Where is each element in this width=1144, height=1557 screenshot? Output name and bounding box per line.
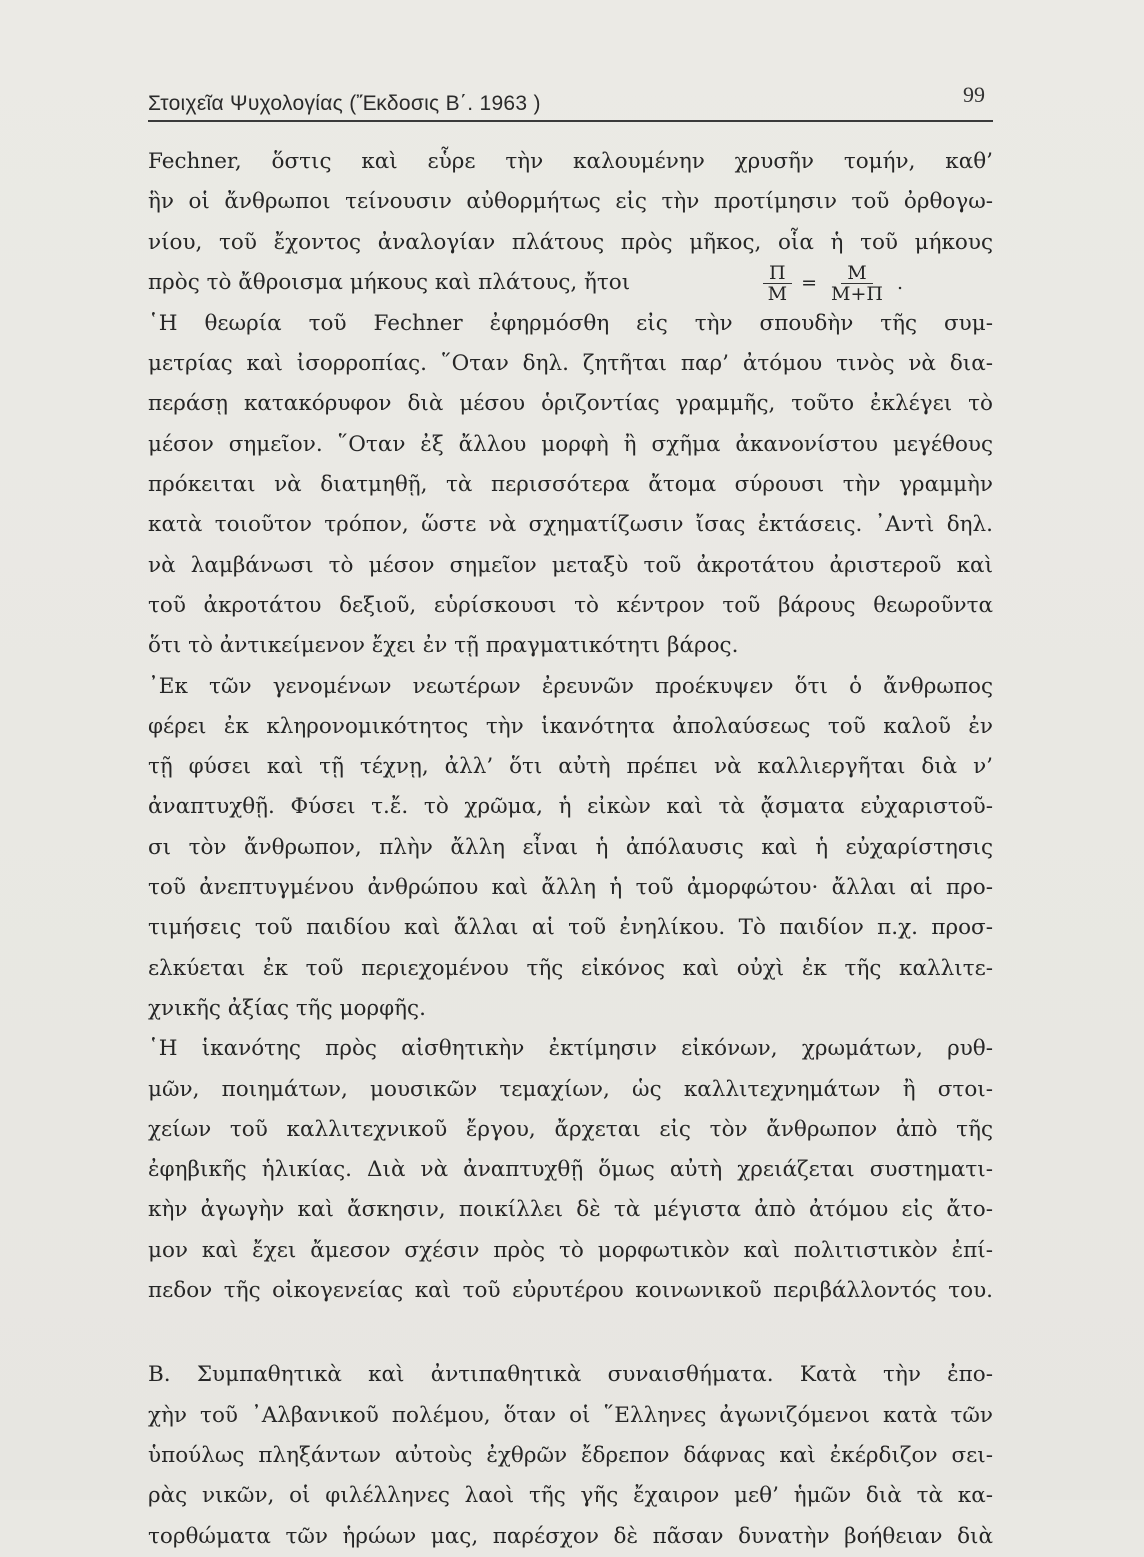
fraction-denominator: Μ [767,282,788,305]
text-line: τορθώματα τῶν ἡρώων μας, παρέσχον δὲ πᾶσαν δυνατὴν βοήθειαν διὰ [148,1523,993,1549]
running-head: Στοιχεῖα Ψυχολογίας (Ἔκδοσις Β΄. 1963 ) [148,92,541,115]
paragraph [148,1029,993,1311]
fraction-numerator: Μ [841,263,872,284]
text-line: Fechner, ὅστις καὶ εὗρε τὴν καλουμένην χρυσῆν τομήν, καθ’ [148,149,993,174]
text-line: τῇ φύσει καὶ τῇ τέχνῃ, ἀλλ’ ὅτι αὐτὴ πρέπει νὰ καλλιεργῆται διὰ ν’ [148,754,993,780]
text-line: κατὰ τοιοῦτον τρόπον, ὥστε νὰ σχηματίζωσιν ἴσας ἐκτάσεις. ᾿Αντὶ δηλ. [148,512,993,538]
text-line: ἣν οἱ ἄνθρωποι τείνουσιν αὐθορμήτως εἰς τὴν προτίμησιν τοῦ ὀρθογω- [148,189,993,215]
paragraph [148,304,993,667]
golden-section-formula [762,263,903,304]
text-line: νὰ λαμβάνωσι τὸ μέσον σημεῖον μεταξὺ τοῦ ἀκροτάτου ἀριστεροῦ καὶ [148,552,993,578]
text-line: μῶν, ποιημάτων, μουσικῶν τεμαχίων, ὡς καλλιτεχνημάτων ἢ στοι- [148,1076,993,1102]
fraction-denominator: Μ+Π [831,282,883,305]
text-line: χὴν τοῦ ᾿Αλβανικοῦ πολέμου, ὅταν οἱ ῞Ελληνες ἀγωνιζόμενοι κατὰ τῶν [148,1402,993,1428]
text-line: χνικῆς ἀξίας τῆς μορφῆς. [148,995,426,1021]
text-line: τιμήσεις τοῦ παιδίου καὶ ἄλλαι αἱ τοῦ ἐνηλίκου. Τὸ παιδίον π.χ. προσ- [148,915,993,941]
paragraph [148,142,993,304]
page-header [148,80,993,122]
text-line: περάσῃ κατακόρυφον διὰ μέσου ὁριζοντίας γραμμῆς, τοῦτο ἐκλέγει τὸ [148,391,993,417]
text-line: νίου, τοῦ ἔχοντος ἀναλογίαν πλάτους πρὸς μῆκος, οἷα ἡ τοῦ μήκους [148,229,993,255]
equals-sign: = [801,272,817,295]
text-line: πεδον τῆς οἰκογενείας καὶ τοῦ εὐρυτέρου κοινωνικοῦ περιβάλλοντός του. [148,1278,993,1304]
section-gap [148,1311,993,1355]
text-line: κὴν ἀγωγὴν καὶ ἄσκησιν, ποικίλλει δὲ τὰ μέγιστα ἀπὸ ἀτόμου εἰς ἄτο- [148,1197,993,1223]
text-line: ἐφηβικῆς ἡλικίας. Διὰ νὰ ἀναπτυχθῇ ὅμως αὐτὴ χρειάζεται συστηματι- [148,1157,993,1183]
fraction-right [825,263,889,304]
text-line: ᾿Εκ τῶν γενομένων νεωτέρων ἐρευνῶν προέκυψεν ὅτι ὁ ἄνθρωπος [148,673,993,699]
formula-line [148,263,993,304]
text-line: πρὸς τὸ ἄθροισμα μήκους καὶ πλάτους, ἤτοι [148,270,631,296]
text-line: μετρίας καὶ ἰσορροπίας. ῞Οταν δηλ. ζητῆται παρ’ ἀτόμου τινὸς νὰ δια- [148,351,993,377]
text-line: ῾Η θεωρία τοῦ Fechner ἐφηρμόσθη εἰς τὴν σπουδὴν τῆς συμ- [148,310,993,336]
body-text [148,142,993,1557]
text-line: χείων τοῦ καλλιτεχνικοῦ ἔργου, ἄρχεται εἰς τὸν ἄνθρωπον ἀπὸ τῆς [148,1116,993,1142]
formula-period: . [896,272,903,295]
text-line: μέσον σημεῖον. ῞Οταν ἐξ ἄλλου μορφὴ ἢ σχῆμα ἀκανονίστου μεγέθους [148,431,993,457]
text-line: μον καὶ ἔχει ἄμεσον σχέσιν πρὸς τὸ μορφωτικὸν καὶ πολιτιστικὸν ἐπί- [148,1237,993,1263]
text-line: ἀναπτυχθῇ. Φύσει τ.ἔ. τὸ χρῶμα, ἡ εἰκὼν καὶ τὰ ᾄσματα εὐχαριστοῦ- [148,794,993,820]
fraction-left [762,263,793,304]
section-heading-line: Β. Συμπαθητικὰ καὶ ἀντιπαθητικὰ συναισθήματα. Κατὰ τὴν ἐπο- [148,1362,993,1388]
text-line: ὅτι τὸ ἀντικείμενον ἔχει ἐν τῇ πραγματικότητι βάρος. [148,633,739,659]
fraction-numerator: Π [763,263,792,284]
text-line: φέρει ἐκ κληρονομικότητος τὴν ἱκανότητα ἀπολαύσεως τοῦ καλοῦ ἐν [148,713,993,739]
text-line: σι τὸν ἄνθρωπον, πλὴν ἄλλη εἶναι ἡ ἀπόλαυσις καὶ ἡ εὐχαρίστησις [148,834,993,860]
text-line: τοῦ ἀκροτάτου δεξιοῦ, εὑρίσκουσι τὸ κέντρον τοῦ βάρους θεωροῦντα [148,592,993,618]
text-line: πρόκειται νὰ διατμηθῇ, τὰ περισσότερα ἄτομα σύρουσι τὴν γραμμὴν [148,472,993,498]
text-line: ῾Η ἱκανότης πρὸς αἰσθητικὴν ἐκτίμησιν εἰκόνων, χρωμάτων, ρυθ- [148,1036,993,1062]
text-line: ρὰς νικῶν, οἱ φιλέλληνες λαοὶ τῆς γῆς ἔχαιρον μεθ’ ἡμῶν διὰ τὰ κα- [148,1483,993,1509]
text-line: ὑπούλως πληξάντων αὐτοὺς ἐχθρῶν ἔδρεπον δάφνας καὶ ἐκέρδιζον σει- [148,1442,993,1468]
page-number: 99 [963,82,985,107]
text-line: τοῦ ἀνεπτυγμένου ἀνθρώπου καὶ ἄλλη ἡ τοῦ ἀμορφώτου· ἄλλαι αἱ προ- [148,875,993,901]
text-line: ελκύεται ἐκ τοῦ περιεχομένου τῆς εἰκόνος καὶ οὐχὶ ἐκ τῆς καλλιτε- [148,955,993,981]
paragraph [148,1355,993,1556]
paragraph [148,667,993,1030]
